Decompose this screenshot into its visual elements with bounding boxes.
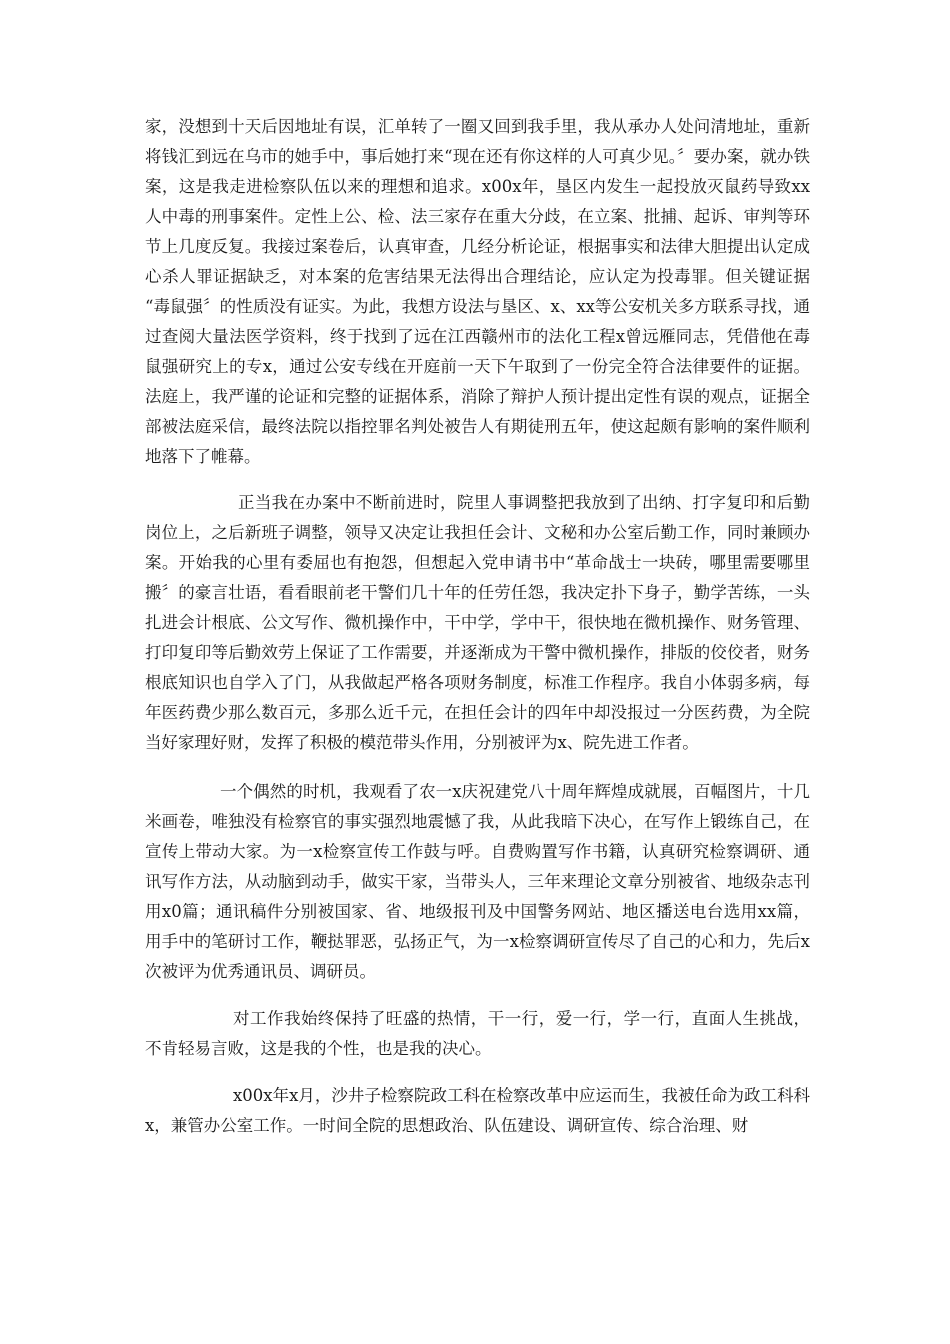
paragraph-case-handling: 家，没想到十天后因地址有误，汇单转了一圈又回到我手里，我从承办人处问清地址，重新将钱汇到远在乌市的她手中，事后她打来“现在还有你这样的人可真少见。〞要办案，就办铁案，这是我走进检察队伍以来的理想和追求。x00x年，垦区内发生一起投放灭鼠药导致xx人中毒的刑事案件。定性上公、检、法三家存在重大分歧，在立案、批捕、起诉、审判等环节上几度反复。我接过案卷后，认真审查，几经分析论证，根据事实和法律大胆提出认定成心杀人罪证据缺乏，对本案的危害结果无法得出合理结论，应认定为投毒罪。但关键证据 “毒鼠强〞的性质没有证实。为此，我想方设法与垦区、x、xx等公安机关多方联系寻找，通过查阅大量法医学资料，终于找到了远在江西赣州市的法化工程x曾远雁同志，凭借他在毒鼠强研究上的专x，通过公安专线在开庭前一天下午取到了一份完全符合法律要件的证据。法庭上，我严谨的论证和完整的证据体系，消除了辩护人预计提出定性有误的观点，证据全部被法庭采信，最终法院以指控罪名判处被告人有期徒刑五年，使这起颇有影响的案件顺利地落下了帷幕。 bbox=[145, 117, 810, 466]
paragraph-logistics-work: 正当我在办案中不断前进时，院里人事调整把我放到了出纳、打字复印和后勤岗位上，之后新班子调整，领导又决定让我担任会计、文秘和办公室后勤工作，同时兼顾办案。开始我的心里有委屈也有抱怨，但想起入党申请书中“革命战士一块砖，哪里需要哪里搬〞的豪言壮语，看看眼前老干警们几十年的任劳任怨，我决定扑下身子，勤学苦练，一头扎进会计根底、公文写作、微机操作中，干中学，学中干，很快地在微机操作、财务管理、打印复印等后勤效劳上保证了工作需要，并逐渐成为干警中微机操作，排版的佼佼者，财务根底知识也自学入了门，从我做起严格各项财务制度，标准工作程序。我自小体弱多病，每年医药费少那么数百元，多那么近千元，在担任会计的四年中却没报过一分医药费，为全院当好家理好财，发挥了积极的模范带头作用，分别被评为x、院先进工作者。 bbox=[145, 493, 810, 752]
paragraph-writing-publicity: 一个偶然的时机，我观看了农一x庆祝建党八十周年辉煌成就展，百幅图片，十几米画卷，唯独没有检察官的事实强烈地震憾了我，从此我暗下决心，在写作上锻练自己，在宣传上带动大家。为一x检察宣传工作鼓与呼。自费购置写作书籍，认真研究检察调研、通讯写作方法，从动脑到动手，做实干家，当带头人，三年来理论文章分别被省、地级杂志刊用x0篇；通讯稿件分别被国家、省、地级报刊及中国警务网站、地区播送电台选用xx篇，用手中的笔研讨工作，鞭挞罪恶，弘扬正气，为一x检察调研宣传尽了自己的心和力，先后x次被评为优秀通讯员、调研员。 bbox=[145, 782, 810, 981]
paragraph-political-section: x00x年x月，沙井子检察院政工科在检察改革中应运而生，我被任命为政工科科x，兼管办公室工作。一时间全院的思想政治、队伍建设、调研宣传、综合治理、财 bbox=[145, 1086, 810, 1135]
document-page bbox=[145, 112, 810, 1141]
paragraph-work-attitude: 对工作我始终保持了旺盛的热情，干一行，爱一行，学一行，直面人生挑战，不肯轻易言败，这是我的个性，也是我的决心。 bbox=[145, 1009, 810, 1058]
